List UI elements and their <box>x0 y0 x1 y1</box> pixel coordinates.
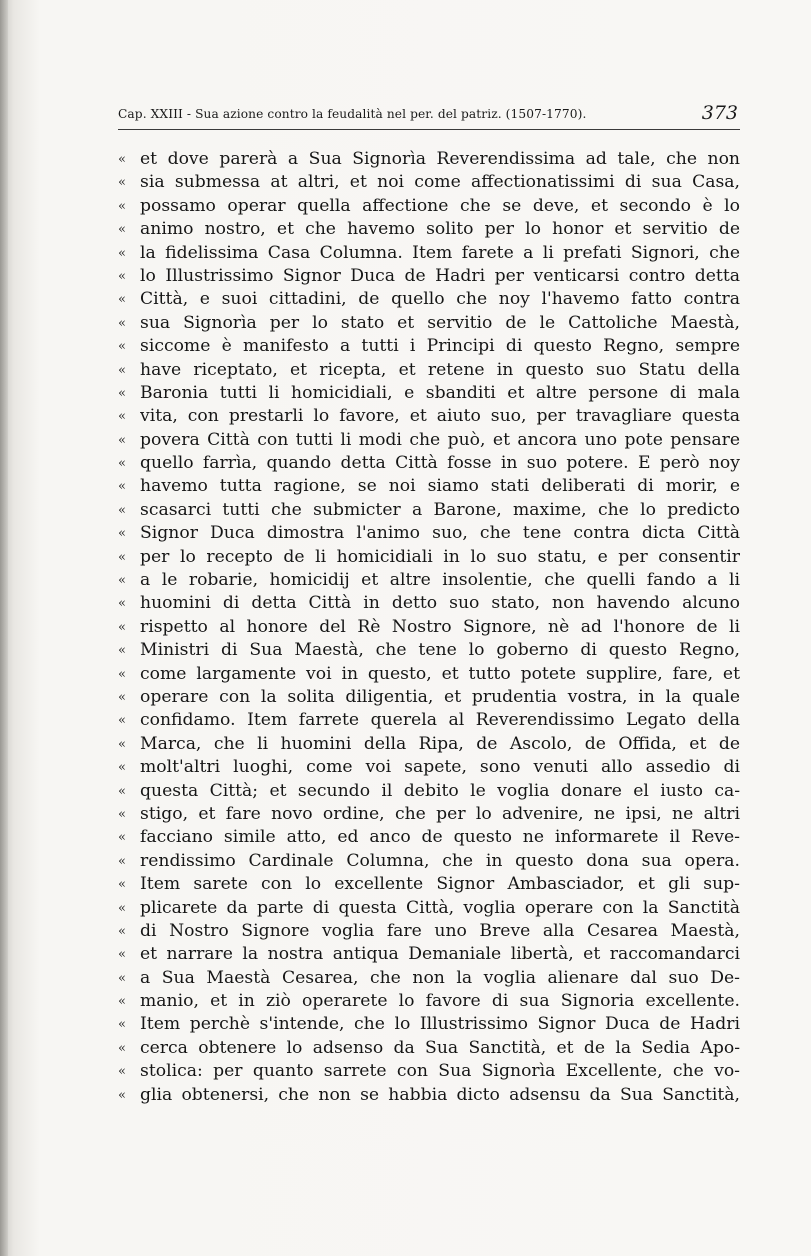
line-text: huomini di detta Città in detto suo stato, non havendo alcuno <box>140 593 740 614</box>
line-text: confidamo. Item farrete querela al Reverendissimo Legato della <box>140 710 740 731</box>
line-text: Ministri di Sua Maestà, che tene lo goberno di questo Regno, <box>140 640 740 661</box>
line-text: molt'altri luoghi, come voi sapete, sono venuti allo assedio di <box>140 757 740 778</box>
quote-mark: « <box>118 385 126 401</box>
text-line <box>118 967 740 990</box>
text-line <box>118 733 740 756</box>
line-text: manio, et in ziò operarete lo favore di sua Signoria excellente. <box>140 991 740 1012</box>
quote-mark: « <box>118 549 126 565</box>
text-line <box>118 405 740 428</box>
line-text: et narrare la nostra antiqua Demaniale libertà, et raccomandarci <box>140 944 740 965</box>
quote-mark: « <box>118 362 126 378</box>
line-text: lo Illustrissimo Signor Duca de Hadri per venticarsi contro detta <box>140 265 740 286</box>
quote-mark: « <box>118 432 126 448</box>
line-text: Item sarete con lo excellente Signor Ambasciador, et gli sup- <box>140 874 740 895</box>
quote-mark: « <box>118 1040 126 1056</box>
quote-mark: « <box>118 222 126 238</box>
line-text: operare con la solita diligentia, et prudentia vostra, in la quale <box>140 686 740 707</box>
text-line <box>118 780 740 803</box>
quote-mark: « <box>118 923 126 939</box>
quote-mark: « <box>118 152 126 167</box>
line-text: di Nostro Signore voglia fare uno Breve alla Cesarea Maestà, <box>140 920 740 941</box>
text-line <box>118 756 740 779</box>
line-text: sua Signorìa per lo stato et servitio de le Cattoliche Maestà, <box>140 312 740 333</box>
quote-mark: « <box>118 502 126 518</box>
line-text: Città, e suoi cittadini, de quello che noy l'havemo fatto contra <box>140 289 740 310</box>
line-text: stolica: per quanto sarrete con Sua Signorìa Excellente, che vo- <box>140 1061 740 1082</box>
text-line <box>118 990 740 1013</box>
text-line <box>118 663 740 686</box>
line-text: Marca, che li huomini della Ripa, de Ascolo, de Offida, et de <box>140 733 740 754</box>
quote-mark: « <box>118 947 126 963</box>
line-text: sia submessa at altri, et noi come affectionatissimi di sua Casa, <box>140 172 740 193</box>
text-line <box>118 897 740 920</box>
quote-mark: « <box>118 1017 126 1033</box>
quote-mark: « <box>118 339 126 355</box>
text-line <box>118 359 740 382</box>
line-text: povera Città con tutti li modi che può, et ancora uno pote pensare <box>140 429 740 450</box>
text-line <box>118 382 740 405</box>
line-text: havemo tutta ragione, se noi siamo stati deliberati di morir, e <box>140 476 740 497</box>
line-text: plicarete da parte di questa Città, voglia operare con la Sanctità <box>140 897 740 918</box>
quote-mark: « <box>118 666 126 682</box>
book-spine-shadow <box>0 0 8 1256</box>
text-line <box>118 171 740 194</box>
page-header <box>118 102 740 128</box>
quote-mark: « <box>118 456 126 472</box>
line-text: Signor Duca dimostra l'animo suo, che tene contra dicta Città <box>140 523 740 544</box>
line-text: quello farrìa, quando detta Città fosse in suo potere. E però noy <box>140 453 740 474</box>
line-text: per lo recepto de li homicidiali in lo suo statu, e per consentir <box>140 546 740 567</box>
text-line <box>118 920 740 943</box>
line-text: have riceptato, et ricepta, et retene in questo suo Statu della <box>140 359 740 380</box>
line-text: Baronia tutti li homicidiali, e sbanditi et altre persone di mala <box>140 382 740 403</box>
text-line <box>118 826 740 849</box>
text-line <box>118 1037 740 1060</box>
text-line <box>118 709 740 732</box>
line-text: animo nostro, et che havemo solito per lo honor et servitio de <box>140 219 740 240</box>
quote-mark: « <box>118 900 126 916</box>
text-line <box>118 522 740 545</box>
text-line <box>118 850 740 873</box>
quote-mark: « <box>118 853 126 869</box>
line-text: rendissimo Cardinale Columna, che in questo dona sua opera. <box>140 850 740 871</box>
quote-mark: « <box>118 292 126 308</box>
quote-mark: « <box>118 526 126 542</box>
text-line <box>118 1013 740 1036</box>
line-text: siccome è manifesto a tutti i Principi di questo Regno, sempre <box>140 336 740 357</box>
quote-mark: « <box>118 479 126 495</box>
text-line <box>118 592 740 615</box>
quote-mark: « <box>118 970 126 986</box>
text-line <box>118 312 740 335</box>
line-text: questa Città; et secundo il debito le voglia donare el iusto ca- <box>140 780 740 801</box>
quote-mark: « <box>118 198 126 214</box>
quote-mark: « <box>118 830 126 846</box>
quoted-text-block <box>118 148 740 1107</box>
quote-mark: « <box>118 643 126 659</box>
text-line <box>118 218 740 241</box>
quote-mark: « <box>118 736 126 752</box>
line-text: come largamente voi in questo, et tutto potete supplire, fare, et <box>140 663 740 684</box>
text-line <box>118 546 740 569</box>
running-head: Cap. XXIII - Sua azione contro la feudalità nel per. del patriz. (1507-1770). <box>118 107 587 121</box>
quote-mark: « <box>118 713 126 729</box>
line-text: possamo operar quella affectione che se deve, et secondo è lo <box>140 195 740 216</box>
quote-mark: « <box>118 877 126 893</box>
text-line <box>118 195 740 218</box>
line-text: Item perchè s'intende, che lo Illustrissimo Signor Duca de Hadri <box>140 1014 740 1035</box>
quote-mark: « <box>118 619 126 635</box>
line-text: glia obtenersi, che non se habbia dicto adsensu da Sua Sanctità, <box>140 1084 740 1105</box>
quote-mark: « <box>118 1064 126 1080</box>
line-text: vita, con prestarli lo favore, et aiuto suo, per travagliare questa <box>140 406 740 427</box>
page-number: 373 <box>701 102 738 124</box>
quote-mark: « <box>118 1087 126 1103</box>
quote-mark: « <box>118 994 126 1010</box>
text-line <box>118 429 740 452</box>
quote-mark: « <box>118 573 126 589</box>
text-line <box>118 686 740 709</box>
text-line <box>118 335 740 358</box>
line-text: la fidelissima Casa Columna. Item farete a li prefati Signori, che <box>140 242 740 263</box>
line-text: cerca obtenere lo adsenso da Sua Sanctità, et de la Sedia Apo- <box>140 1037 740 1058</box>
quote-mark: « <box>118 175 126 191</box>
line-text: scasarci tutti che submicter a Barone, maxime, che lo predicto <box>140 499 740 520</box>
text-line <box>118 639 740 662</box>
text-line <box>118 475 740 498</box>
quote-mark: « <box>118 760 126 776</box>
text-line <box>118 148 740 171</box>
text-line <box>118 452 740 475</box>
quote-mark: « <box>118 783 126 799</box>
line-text: facciano simile atto, ed anco de questo ne informarete il Reve- <box>140 827 740 848</box>
line-text: stigo, et fare novo ordine, che per lo advenire, ne ipsi, ne altri <box>140 803 740 824</box>
quote-mark: « <box>118 409 126 425</box>
text-line <box>118 569 740 592</box>
text-line <box>118 1084 740 1107</box>
header-rule <box>118 129 740 130</box>
text-line <box>118 803 740 826</box>
text-line <box>118 499 740 522</box>
text-line <box>118 1060 740 1083</box>
quote-mark: « <box>118 268 126 284</box>
quote-mark: « <box>118 596 126 612</box>
text-line <box>118 943 740 966</box>
text-line <box>118 616 740 639</box>
text-line <box>118 265 740 288</box>
quote-mark: « <box>118 806 126 822</box>
quote-mark: « <box>118 245 126 261</box>
text-line <box>118 873 740 896</box>
line-text: a le robarie, homicidij et altre insolentie, che quelli fando a li <box>140 570 740 591</box>
quote-mark: « <box>118 315 126 331</box>
line-text: rispetto al honore del Rè Nostro Signore, nè ad l'honore de li <box>140 616 740 637</box>
line-text: a Sua Maestà Cesarea, che non la voglia alienare dal suo De- <box>140 967 740 988</box>
line-text: et dove parerà a Sua Signorìa Reverendissima ad tale, che non <box>140 149 740 169</box>
text-line <box>118 242 740 265</box>
quote-mark: « <box>118 689 126 705</box>
text-line <box>118 288 740 311</box>
